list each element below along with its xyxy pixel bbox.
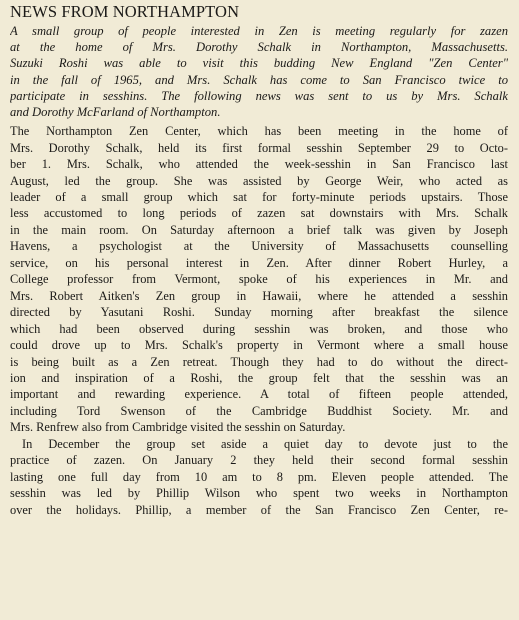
- body-line: directed by Yasutani Roshi. Sunday morning after breakfast the silence: [10, 305, 508, 320]
- body-line: Mrs. Dorothy Schalk, held its first formal sesshin September 29 to Octo-: [10, 140, 508, 155]
- body-line: over the holidays. Phillip, a member of the San Francisco Zen Center, re-: [10, 502, 508, 517]
- intro-line: in the fall of 1965, and Mrs. Schalk has come to San Francisco twice to: [10, 72, 508, 87]
- intro-line: and Dorothy McFarland of Northampton.: [10, 105, 221, 120]
- body-line: Mrs. Renfrew also from Cambridge visited the sesshin on Saturday.: [10, 420, 346, 435]
- body-line: which had been observed during sesshin was broken, and those who: [10, 321, 508, 336]
- body-line: College professor from Vermont, spoke of his experiences in Mr. and: [10, 272, 508, 287]
- body-line: in the main room. On Saturday afternoon a brief talk was given by Joseph: [10, 222, 508, 237]
- intro-line: A small group of people interested in Zen is meeting regularly for zazen: [10, 24, 508, 38]
- body-line: In December the group set aside a quiet day to devote just to the: [22, 436, 508, 451]
- body-line: practice of zazen. On January 2 they held their second formal sesshin: [10, 453, 508, 468]
- body-line: leader of a small group which sat for forty-minute periods upstairs. Those: [10, 190, 508, 205]
- body-line: is being built as a Zen retreat. Though they had to do without the direct-: [10, 354, 508, 369]
- body-line: less accustomed to long periods of zazen sat downstairs with Mrs. Schalk: [10, 206, 508, 221]
- body-line: including Tord Swenson of the Cambridge Buddhist Society. Mr. and: [10, 403, 508, 418]
- body-line: Mrs. Robert Aitken's Zen group in Hawaii, where he attended a sesshin: [10, 288, 508, 303]
- article-intro: [10, 23, 508, 120]
- body-line: lasting one full day from 10 am to 8 pm. Eleven people attended. The: [10, 469, 508, 484]
- body-line: Havens, a psychologist at the University of Massachusetts counselling: [10, 239, 508, 254]
- intro-line: participate in sesshins. The following news was sent to us by Mrs. Schalk: [10, 88, 508, 103]
- body-line: sesshin was led by Phillip Wilson who spent two weeks in Northampton: [10, 486, 508, 501]
- intro-line: at the home of Mrs. Dorothy Schalk in Northampton, Massachusetts.: [10, 40, 508, 55]
- body-line: important and rewarding experience. A total of fifteen people attended,: [10, 387, 508, 402]
- article-heading: NEWS FROM NORTHAMPTON: [10, 2, 240, 21]
- article-body: [10, 123, 508, 518]
- body-line: ion and inspiration of a Roshi, the group felt that the sesshin was an: [10, 371, 508, 386]
- body-line: ber 1. Mrs. Schalk, who attended the week-sesshin in San Francisco last: [10, 157, 508, 172]
- intro-line: Suzuki Roshi was able to visit this budding New England "Zen Center": [10, 56, 508, 71]
- body-line: service, on his personal interest in Zen. After dinner Robert Hurley, a: [10, 255, 508, 270]
- body-line: The Northampton Zen Center, which has been meeting in the home of: [10, 124, 508, 139]
- body-line: August, led the group. She was assisted by George Weir, who acted as: [10, 173, 508, 188]
- body-line: could drove up to Mrs. Schalk's property in Vermont where a small house: [10, 338, 508, 353]
